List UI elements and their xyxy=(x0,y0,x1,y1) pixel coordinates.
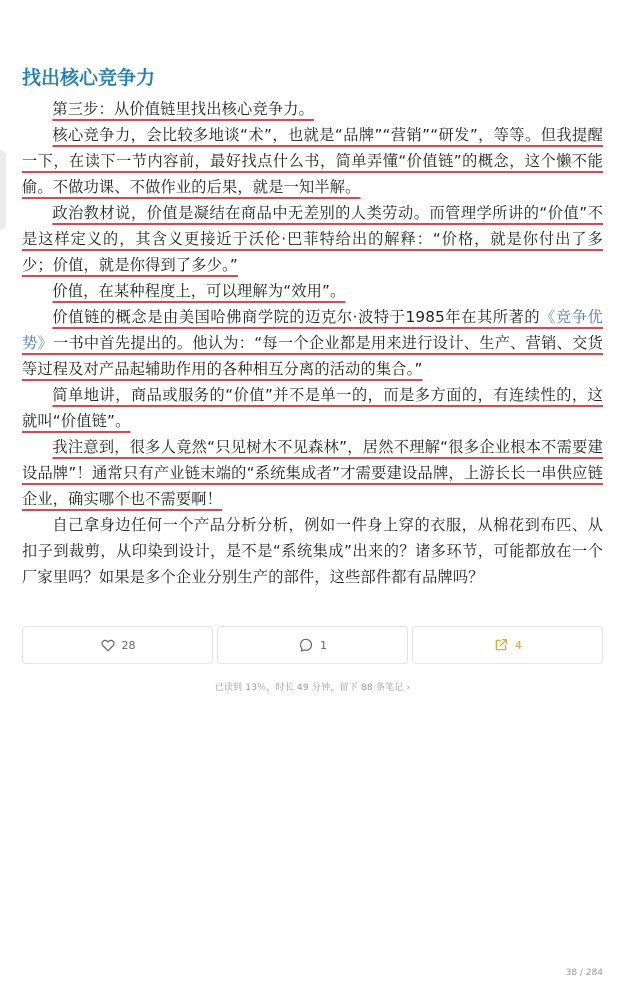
comment-count: 1 xyxy=(320,638,327,652)
highlight-6[interactable]: 简单地讲，商品或服务的“价值”并不是单一的，而是多方面的，有连续性的，这就叫“价值链”。 xyxy=(22,386,603,430)
paragraph-4 xyxy=(22,278,603,304)
reader-content xyxy=(22,64,603,590)
chapter-title: 找出核心竞争力 xyxy=(22,67,156,89)
comment-button[interactable] xyxy=(217,626,408,664)
share-button[interactable] xyxy=(412,626,603,664)
paragraph-1 xyxy=(22,96,603,122)
highlight-5[interactable] xyxy=(22,308,603,378)
reading-stats[interactable]: 已读到 13％，时长 49 分钟，留下 88 条笔记 › xyxy=(214,683,411,693)
highlight-1[interactable]: 第三步：从价值链里找出核心竞争力。 xyxy=(52,100,314,118)
highlight-2[interactable]: 核心竞争力，会比较多地谈“术”，也就是“品牌”“营销”“研发”，等等。但我提醒一下，在读下一节内容前，最好找点什么书，简单弄懂“价值链”的概念，这个懒不能偷。不做功课、不做作业的后果，就是一知半解。 xyxy=(22,126,603,196)
paragraph-5-text-a: 价值链的概念是由美国哈佛商学院的迈克尔·波特于1985年在其所著的 xyxy=(52,308,541,326)
paragraph-7 xyxy=(22,434,603,512)
highlight-3[interactable]: 政治教材说，价值是凝结在商品中无差别的人类劳动。而管理学所讲的“价值”不是这样定义的，其含义更接近于沃伦·巴菲特给出的解释：“价格，就是你付出了多少；价值，就是你得到了多少。” xyxy=(22,204,603,274)
side-panel-handle[interactable] xyxy=(0,150,6,230)
paragraph-8: 自己拿身边任何一个产品分析分析，例如一件身上穿的衣服，从棉花到布匹、从扣子到裁剪，从印染到设计，是不是“系统集成”出来的？诸多环节，可能都放在一个厂家里吗？如果是多个企业分别生产的部件，这些部件都有品牌吗？ xyxy=(22,516,603,586)
paragraph-3 xyxy=(22,200,603,278)
heart-icon xyxy=(100,637,116,653)
paragraph-2 xyxy=(22,122,603,200)
like-button[interactable] xyxy=(22,626,213,664)
share-icon xyxy=(493,637,509,653)
share-count: 4 xyxy=(515,638,522,652)
highlight-4[interactable]: 价值，在某种程度上，可以理解为“效用”。 xyxy=(52,282,346,300)
page-indicator: 38 / 284 xyxy=(565,968,603,978)
paragraph-5-text-b: 一书中首先提出的。他认为：“每一个企业都是用来进行设计、生产、营销、交货等过程及对产品起辅助作用的各种相互分离的活动的集合。” xyxy=(22,334,603,378)
paragraph-5 xyxy=(22,304,603,382)
action-bar xyxy=(22,626,603,664)
like-count: 28 xyxy=(121,638,136,652)
paragraph-6 xyxy=(22,382,603,434)
comment-icon xyxy=(298,637,314,653)
highlight-7[interactable]: 我注意到，很多人竟然“只见树木不见森林”，居然不理解“很多企业根本不需要建设品牌”！通常只有产业链末端的“系统集成者”才需要建设品牌，上游长长一串供应链企业，确实哪个也不需要啊！ xyxy=(22,438,603,508)
book-title-link[interactable]: 《竞争优势》 xyxy=(22,308,603,352)
